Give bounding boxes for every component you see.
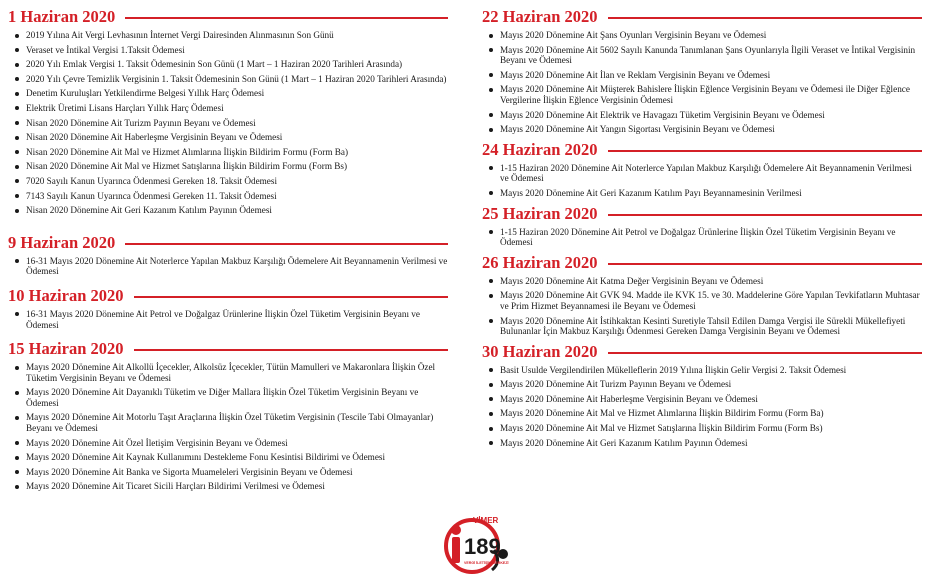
deadline-item: Mayıs 2020 Dönemine Ait 5602 Sayılı Kanunda Tanımlanan Şans Oyunlarıyla İlgili Veraset ve İntikal Vergisinin Beyanı ve Ödemesi [486,45,922,66]
deadline-item: 7143 Sayılı Kanun Uyarınca Ödenmesi Gereken 11. Taksit Ödemesi [12,191,448,202]
section-header [8,6,448,28]
deadline-item: Nisan 2020 Dönemine Ait Haberleşme Vergisinin Beyanı ve Ödemesi [12,132,448,143]
section-header [8,285,448,307]
deadline-item: Basit Usulde Vergilendirilen Mükelleflerin 2019 Yılına İlişkin Gelir Vergisi 2. Taksit Ödemesi [486,365,922,376]
deadline-item: Mayıs 2020 Dönemine Ait Kaynak Kullanımını Destekleme Fonu Kesintisi Bildirimi ve Ödemesi [12,452,448,463]
deadline-item: Mayıs 2020 Dönemine Ait İlan ve Reklam Vergisinin Beyanı ve Ödemesi [486,70,922,81]
section-divider [608,352,923,354]
date-section-10-haziran [8,285,448,330]
deadline-item: Nisan 2020 Dönemine Ait Mal ve Hizmet Satışlarına İlişkin Bildirim Formu (Form Bs) [12,161,448,172]
date-section-1-haziran [8,6,448,216]
deadline-item: 2019 Yılına Ait Vergi Levhasının İnternet Vergi Dairesinden Alınmasının Son Günü [12,30,448,41]
deadline-item: Mayıs 2020 Dönemine Ait Dayanıklı Tüketim ve Diğer Mallara İlişkin Özel Tüketim Vergisinin Beyanı ve Ödemesi [12,387,448,408]
deadline-item: 2020 Yılı Çevre Temizlik Vergisinin 1. Taksit Ödemesinin Son Günü (1 Mart – 1 Haziran 2020 Tarihleri Arasında) [12,74,448,85]
section-date-title: 26 Haziran 2020 [482,252,598,272]
section-divider [608,263,923,265]
deadline-item: Mayıs 2020 Dönemine Ait Alkollü İçecekler, Alkolsüz İçecekler, Tütün Mamulleri ve Makaronlara İlişkin Özel Tüketim Vergisinin Beyanı ve Ödemesi [12,362,448,383]
deadline-item: Mayıs 2020 Dönemine Ait Haberleşme Vergisinin Beyanı ve Ödemesi [486,394,922,405]
section-divider [608,214,923,216]
logo-subtitle-text: VERGİ İLETİŞİM MERKEZİ [464,561,509,565]
section-date-title: 1 Haziran 2020 [8,7,116,26]
deadline-list [8,309,448,330]
deadline-item: Mayıs 2020 Dönemine Ait Geri Kazanım Katılım Payının Ödemesi [486,438,922,449]
date-section-22-haziran [482,6,922,135]
deadline-list [8,362,448,492]
deadline-item: Veraset ve İntikal Vergisi 1.Taksit Ödemesi [12,45,448,56]
deadline-item: Elektrik Üretimi Lisans Harçları Yıllık Harç Ödemesi [12,103,448,114]
section-header [482,252,922,274]
deadline-item: Mayıs 2020 Dönemine Ait Katma Değer Vergisinin Beyanı ve Ödemesi [486,276,922,287]
deadline-item: Nisan 2020 Dönemine Ait Turizm Payının Beyanı ve Ödemesi [12,118,448,129]
section-header [482,341,922,363]
logo-number-text: 189 [464,534,501,559]
deadline-item: Mayıs 2020 Dönemine Ait Mal ve Hizmet Satışlarına İlişkin Bildirim Formu (Form Bs) [486,423,922,434]
deadline-list [8,30,448,216]
section-divider [134,296,449,298]
date-section-26-haziran [482,252,922,337]
date-section-15-haziran [8,338,448,492]
date-section-30-haziran [482,341,922,449]
deadline-item: 2020 Yılı Emlak Vergisi 1. Taksit Ödemesinin Son Günü (1 Mart – 1 Haziran 2020 Tarihleri Arasında) [12,59,448,70]
vimer-189-logo [432,510,522,576]
section-header [482,139,922,161]
deadline-item: 16-31 Mayıs 2020 Dönemine Ait Noterlerce Yapılan Makbuz Karşılığı Ödemelere Ait Beyannamenin Verilmesi ve Ödemesi [12,256,448,277]
section-date-title: 15 Haziran 2020 [8,339,124,359]
section-date-title: 30 Haziran 2020 [482,341,598,361]
deadline-item: Denetim Kuruluşları Yetkilendirme Belgesi Yıllık Harç Ödemesi [12,88,448,99]
section-date-title: 9 Haziran 2020 [8,232,116,252]
section-date-title: 10 Haziran 2020 [8,285,124,305]
section-date-title: 25 Haziran 2020 [482,203,598,223]
deadline-item: 7020 Sayılı Kanun Uyarınca Ödenmesi Gereken 18. Taksit Ödemesi [12,176,448,187]
deadline-item: Mayıs 2020 Dönemine Ait Şans Oyunları Vergisinin Beyanı ve Ödemesi [486,30,922,41]
deadline-item: Mayıs 2020 Dönemine Ait Mal ve Hizmet Alımlarına İlişkin Bildirim Formu (Form Ba) [486,408,922,419]
section-divider [134,349,449,351]
deadline-item: Nisan 2020 Dönemine Ait Mal ve Hizmet Alımlarına İlişkin Bildirim Formu (Form Ba) [12,147,448,158]
deadline-list [482,365,922,449]
deadline-item: Mayıs 2020 Dönemine Ait İstihkaktan Kesinti Suretiyle Tahsil Edilen Damga Vergisi ile Sürekli Mükellefiyeti Bulunanlar İçin Makbuz Karşılığı Ödenmesi Gereken Damga Vergisinin Beyanı ve Ödemesi [486,316,922,337]
deadline-item: Mayıs 2020 Dönemine Ait Banka ve Sigorta Muameleleri Vergisinin Beyanı ve Ödemesi [12,467,448,478]
deadline-item: Mayıs 2020 Dönemine Ait GVK 94. Madde ile KVK 15. ve 30. Maddelerine Göre Yapılan Tevkifatların Muhtasar ve Prim Hizmet Beyannamesi ile Beyanı ve Ödemesi [486,290,922,311]
section-header [8,338,448,360]
date-section-24-haziran [482,139,922,199]
section-divider [608,17,923,19]
section-header [482,6,922,28]
section-header [8,232,448,254]
logo-brand-text: VİMER [473,516,499,525]
person-body-icon [452,537,460,563]
deadline-list [482,30,922,135]
deadline-item: Nisan 2020 Dönemine Ait Geri Kazanım Katılım Payının Ödemesi [12,205,448,216]
section-header [482,203,922,225]
vimer-logo-graphic [432,510,522,576]
deadline-list [482,276,922,337]
date-section-25-haziran [482,203,922,248]
section-divider [125,17,448,19]
right-column [482,6,922,452]
person-head-icon [451,525,461,535]
section-divider [125,243,448,245]
section-date-title: 24 Haziran 2020 [482,139,598,159]
left-column [8,6,448,496]
deadline-item: Mayıs 2020 Dönemine Ait Müşterek Bahislere İlişkin Eğlence Vergisinin Beyanı ve Ödemesi ile Diğer Eğlence Vergilerine İlişkin Eğlence Vergisinin Ödemesi [486,84,922,105]
section-divider [608,150,923,152]
date-section-9-haziran [8,232,448,277]
deadline-item: Mayıs 2020 Dönemine Ait Turizm Payının Beyanı ve Ödemesi [486,379,922,390]
deadline-item: 1-15 Haziran 2020 Dönemine Ait Noterlerce Yapılan Makbuz Karşılığı Ödemelere Ait Beyannamenin Verilmesi ve Ödemesi [486,163,922,184]
deadline-list [482,227,922,248]
deadline-item: Mayıs 2020 Dönemine Ait Özel İletişim Vergisinin Beyanı ve Ödemesi [12,438,448,449]
deadline-item: Mayıs 2020 Dönemine Ait Elektrik ve Havagazı Tüketim Vergisinin Beyanı ve Ödemesi [486,110,922,121]
deadline-item: 1-15 Haziran 2020 Dönemine Ait Petrol ve Doğalgaz Ürünlerine İlişkin Özel Tüketim Vergisinin Beyanı ve Ödemesi [486,227,922,248]
deadline-item: Mayıs 2020 Dönemine Ait Motorlu Taşıt Araçlarına İlişkin Özel Tüketim Vergisinin (Tescile Tabi Olmayanlar) Beyanı ve Ödemesi [12,412,448,433]
deadline-list [482,163,922,199]
section-date-title: 22 Haziran 2020 [482,7,598,26]
deadline-item: Mayıs 2020 Dönemine Ait Geri Kazanım Katılım Payı Beyannamesinin Verilmesi [486,188,922,199]
deadline-item: 16-31 Mayıs 2020 Dönemine Ait Petrol ve Doğalgaz Ürünlerine İlişkin Özel Tüketim Vergisinin Beyanı ve Ödemesi [12,309,448,330]
deadline-item: Mayıs 2020 Dönemine Ait Yangın Sigortası Vergisinin Beyanı ve Ödemesi [486,124,922,135]
deadline-item: Mayıs 2020 Dönemine Ait Ticaret Sicili Harçları Bildirimi Verilmesi ve Ödemesi [12,481,448,492]
deadline-list [8,256,448,277]
